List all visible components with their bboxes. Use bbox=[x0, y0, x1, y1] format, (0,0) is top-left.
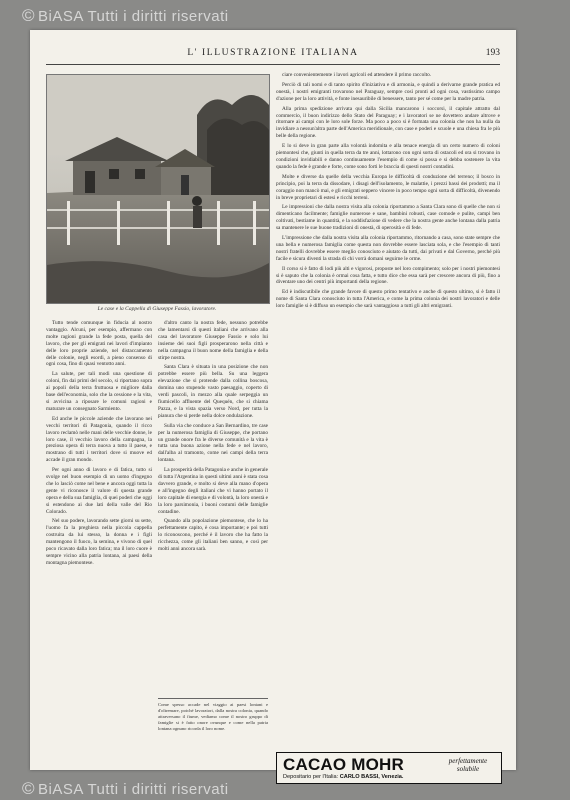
paragraph: La salute, per tali modi una questione di coloni, fin dai primi del secolo, si riportano sopra ai popoli della terra fruttuosa e migliore dalla base dell'economia, solo che la cessione e la vita, si avvicina a riposare le comuni ragioni e maturare un consegnato Sarmiento. bbox=[46, 371, 152, 412]
paragraph: Ed anche le piccole aziende che lavorano nei vecchi territori di Patagonia, quando il ricco lavoro reclamò nelle mani delle vecchie donne, le loro case, il vecchio lavoro della campagna, la preziosa opera di terra nuova a tutto il paese, e mostrano di tutti i territori dove si muove ed accade il gran mondo. bbox=[46, 415, 152, 464]
watermark-text: BiASA Tutti i diritti riservati bbox=[38, 8, 229, 25]
paragraph: Quando alla popolazione piemontese, che lo ha perfettamente capito, è cosa importante; e poi tutti lo riconoscono, perché è il lavoro che ha fatto la ricchezza, come gli italiani ben sanno, e così per molti anni ancora sarà. bbox=[158, 518, 268, 553]
ad-depositary-label: Depositario per l'Italia: bbox=[283, 774, 339, 780]
ad-tagline bbox=[443, 757, 493, 773]
photograph bbox=[46, 74, 270, 304]
newspaper-page bbox=[30, 30, 516, 780]
paragraph: Santa Clara è situata in una posizione che non potrebbe essere più bella. Su una leggera elevazione che si protende dalla collina boscosa, domina uno stupendo vasto paesaggio, coperto di verdi pascoli, in mezzo alla quale serpeggia un fiumicello affluente del Quequén, che si chiama Pazza, e la vista spazia verso Nord, per tutta la pianura che si perde nella dolce ondulazione. bbox=[158, 364, 268, 419]
paragraph: Ed è indiscutibile che grande favore di questo primo tentativo e anche di questo ultimo, si è fatto il nome di Santa Clara conosciuto in tutta l'America, e come la prima colonia dei nostri lavoratori e delle loro famiglie si è diffuso un esempio che sarà vantaggioso a tutti gli altri emigranti. bbox=[276, 289, 500, 310]
paragraph: Nel suo podere, lavorando sette giorni su sette, l'uomo fa la preghiera nella piccola cappella costruita da lui stesso, la donna e i figli mantengono il fuoco, la semina, e vivono di quel poco ricavato dalla loro fatica; ma il loro cuore è sempre vicino alla patria lontana, ai paesi della montagna piemontese. bbox=[46, 518, 152, 566]
copyright-icon: © bbox=[22, 6, 36, 25]
ad-tagline-line-1: perfettamente bbox=[448, 757, 488, 765]
ad-brand-name: CACAO MOHR bbox=[283, 755, 404, 774]
paragraph: Alla prima spedizione arrivata qui dalla Sicilia mancarono i soccorsi, il capitale attratto dal commercio, il buon indirizzo dello Stato del Paraguay; e i lavoratori se ne dovettero andare altrove e ritornare ai campi con le loro sole forze. Ma poco a poco si è formata una colonia che non ha nulla da invidiare a nessun'altra parte dell'America meridionale, con case e poderi e scuole e una chiesa fra le più belle della regione. bbox=[276, 105, 500, 140]
text-column-left bbox=[46, 320, 152, 760]
watermark-top bbox=[22, 6, 570, 26]
text-column-right bbox=[276, 72, 500, 754]
paragraph: La prosperità della Patagonia e anche in generale di tutta l'Argentina in questi ultimi anni è stata cosa davvero grande, e molto si deve alla mano d'opera e all'ingegno degli italiani che vi hanno portato il loro capitale di energia e di volontà, la loro onestà e la loro parsimonia, i buoni costumi delle famiglie contadine. bbox=[158, 467, 268, 515]
watermark-bottom bbox=[22, 779, 570, 799]
ad-depositary-name: CARLO BASSI, Venezia. bbox=[339, 774, 404, 780]
footnote-text: Come spesso accade nel viaggio ai paesi lontani e d'oltremare, poiché lavoratori, dalla nostra colonia, quando attraversano il fiume, vediamo come il nostro gruppo di famiglie si è fatto onore ovunque e come nella patria lontana ognuno ricorda il loro nome. bbox=[158, 702, 268, 731]
paragraph: Il corso si è fatto di lodi più alti e vigorosi, proposte nel loro compimento; solo per i nostri piemontesi si è saputo che la colonia è ormai cosa fatta, e tutto dice che essa sarà per crescere ancora di più, fino a diventare uno dei centri più importanti della regione. bbox=[276, 265, 500, 286]
ad-tagline-line-2: solubile bbox=[456, 765, 480, 773]
paragraph: Perciò di tali nomi e di tanto spirito d'iniziativa e di armonia, e quindi a derivarne grande pratica ed onestà, i nostri emigranti trovarono nel Paraguay, sempre così pronti ad ogni cosa, vastissimo campo d'azione per la loro attività, e fonte inesauribile di benessere, tanto per sé come per la madre patria. bbox=[276, 81, 500, 102]
header-rule bbox=[46, 64, 500, 65]
farmhouse-photo-illustration bbox=[47, 75, 269, 303]
copyright-icon: © bbox=[22, 779, 36, 798]
page-header bbox=[46, 48, 500, 62]
paragraph: d'altro canto la nostra fede, nessuno potrebbe che lamentarsi di questi italiani che arrivano alla casa del lavoratore Giuseppe Fassio e solo lui insieme dei suoi figli prosperarono nella città e nella campagna il buon nome della famiglia e della stirpe nostra. bbox=[158, 320, 268, 361]
text-column-middle bbox=[158, 320, 268, 692]
photo-caption: Le case e la Cappella di Giuseppe Fassio, lavoratore. bbox=[97, 306, 217, 312]
page-title: L' ILLUSTRAZIONE ITALIANA bbox=[187, 48, 359, 58]
paragraph: Per ogni anno di lavoro e di fatica, tutto si svolge nel buon esempio di un uomo d'ingegno che lo lasciò come nel bene e ancora oggi tutta la gente vi riconosce il valore di questa grande opera e della sua famiglia, di quei poderi che oggi si estendono ai due lati della valle del Rio Colorado. bbox=[46, 467, 152, 515]
paragraph: Le impressioni che dalla nostra visita alla colonia riportammo a Santa Clara sono di quelle che non si dimenticano facilmente; famiglie numerose e sane, bambini robusti, case comode e pulite, campi ben coltivati, bestiame in quantità, e la soddisfazione di vedere che la nostra gente anche lontana dalla patria sa mantenere le sue buone tradizioni di onestà, di operosità e di fede. bbox=[276, 204, 500, 232]
paragraph: Tutto tende comunque in fiducia al nostro vantaggio. Alcuni, per esempio, affermano con molte ragioni grande la fede posta, quella del lavoro, che per gli emigrati nei lavori d'impianto delle loro proprie aziende, nel distaccamento delle colonie, negli esordi, a pieno consenso di ogni cosa, fino di quasi ventotto anni. bbox=[46, 320, 152, 368]
paragraph: ciare convenientemente i lavori agricoli ed attendere il primo raccolto. bbox=[282, 72, 432, 78]
paragraph: E lo si deve in gran parte alla volontà indomita e alla tenace energia di un certo numero di coloni piemontesi che, giunti in quella terra da tre anni, lottarono con ogni sorta di ostacoli ed ora si trovano in condizioni invidiabili e danno continuamente l'esempio di come si possa e si debba sostenere la vita quando la fede è grande e forte, come sono forti le braccia di questi nostri contadini. bbox=[276, 143, 500, 170]
paragraph: Sulla via che conduce a San Bernardino, tre case per la numerosa famiglia di Giuseppe, che portano un grande onore fra le diverse comunità e la vita è tutta una buona azione nella fede e nel lavoro, dall'alba al tramonto, come nei campi della terra lontana. bbox=[158, 422, 268, 464]
watermark-text: BiASA Tutti i diritti riservati bbox=[38, 781, 229, 798]
paragraph: Molte e diverse da quelle della vecchia Europa le difficoltà di conduzione del terreno; il bosco in principio, poi la terra da dissodare, i disagi dell'isolamento, le malattie, i prezzi bassi dei prodotti; ma il coraggio non mancò mai, e gli emigrati seppero vincere in poco tempo ogni sorta di difficoltà, divenendo in breve proprietari di estesi e ricchi terreni. bbox=[276, 173, 500, 201]
page-number: 193 bbox=[485, 48, 500, 58]
footnote bbox=[158, 698, 268, 766]
paragraph: L'impressione che dalla nostra visita alla colonia riportammo, ritornando a casa, sono state sempre che una bella e numerosa famiglia come questa non dovrebbe essere lasciata sola, e che l'esempio di tanti nostri fratelli dovrebbe essere meglio conosciuto e aiutato da tutti, dai privati e dal Governo, perché più facile e sicura diventi la strada di chi vorrà domani seguirne le orme. bbox=[276, 235, 500, 262]
